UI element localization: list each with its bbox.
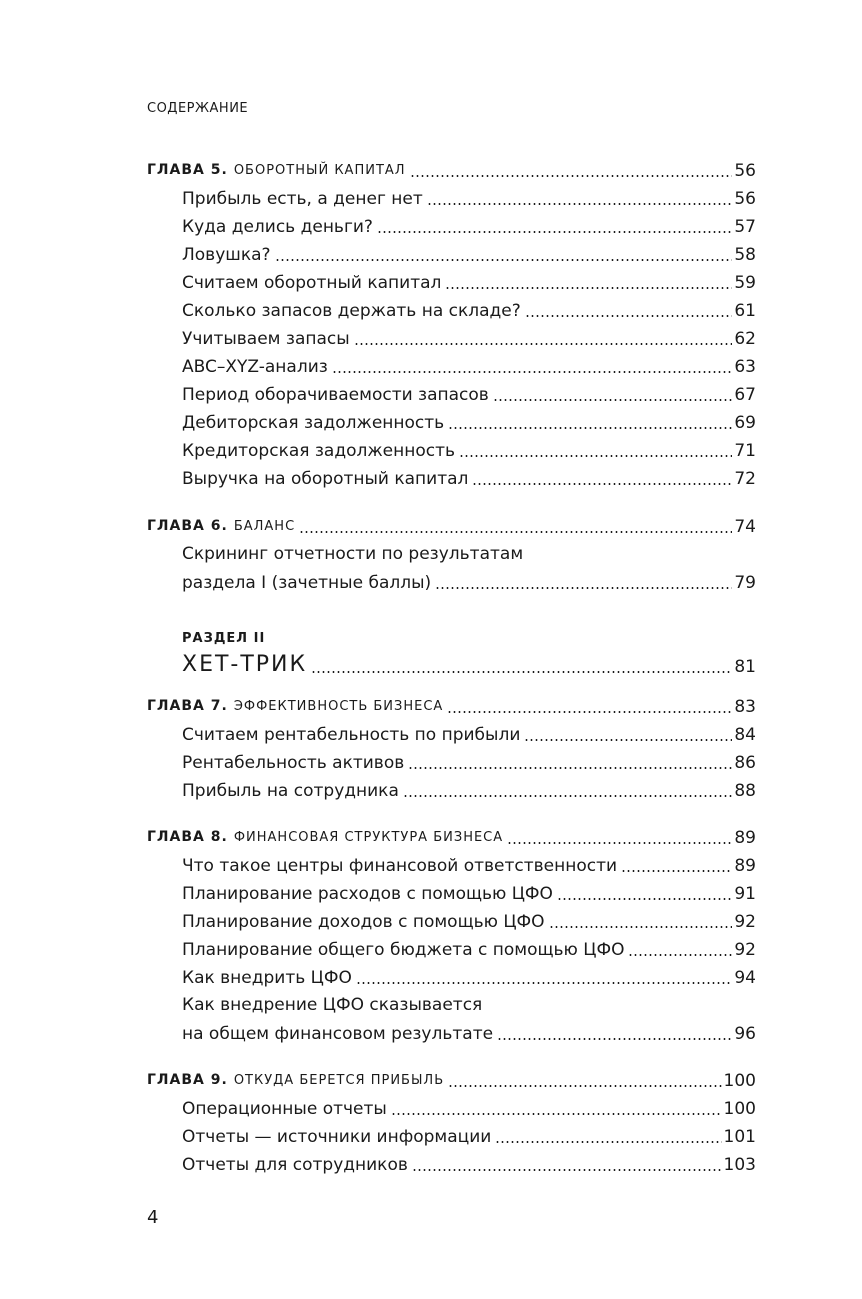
page-ref: 100 <box>723 1071 756 1091</box>
leader-dots <box>495 1141 721 1143</box>
page-ref: 74 <box>734 517 756 537</box>
entry-title: Прибыль на сотрудника <box>182 781 399 801</box>
toc-entry[interactable] <box>182 436 756 462</box>
page-ref: 92 <box>734 912 756 932</box>
leader-dots <box>448 427 732 429</box>
leader-dots <box>557 898 732 900</box>
page-ref: 89 <box>734 828 756 848</box>
chapter-name: ОБОРОТНЫЙ КАПИТАЛ <box>233 163 406 178</box>
toc-entry[interactable] <box>182 268 756 294</box>
chapter-label: ГЛАВА 8. <box>147 829 228 845</box>
entry-title: Ловушка? <box>182 245 271 265</box>
toc-entry[interactable] <box>182 851 756 877</box>
leader-dots <box>493 399 733 401</box>
page-ref: 79 <box>734 573 756 593</box>
toc-entry[interactable] <box>182 935 756 961</box>
toc-chapter-5[interactable] <box>147 156 756 182</box>
leader-dots <box>408 767 732 769</box>
entry-title: Как внедрить ЦФО <box>182 968 352 988</box>
page-ref: 56 <box>734 189 756 209</box>
leader-dots <box>377 231 732 233</box>
toc-entry[interactable] <box>182 212 756 238</box>
toc-entry[interactable] <box>182 907 756 933</box>
toc-entry[interactable] <box>182 568 756 594</box>
chapter-name: ЭФФЕКТИВНОСТЬ БИЗНЕСА <box>233 699 444 714</box>
entry-title: Куда делись деньги? <box>182 217 373 237</box>
entry-title-line2: на общем финансовом результате <box>182 1024 494 1044</box>
page-ref: 92 <box>734 940 756 960</box>
toc-entry[interactable] <box>182 296 756 322</box>
entry-title-line1: Как внедрение ЦФО сказывается <box>182 995 483 1015</box>
chapter-label: ГЛАВА 9. <box>147 1072 228 1088</box>
leader-dots <box>507 842 732 844</box>
leader-dots <box>445 287 732 289</box>
entry-title: Планирование доходов с помощью ЦФО <box>182 912 545 932</box>
page-ref: 101 <box>723 1127 756 1147</box>
leader-dots <box>412 1169 722 1171</box>
page-number: 4 <box>147 1207 159 1228</box>
page-ref: 69 <box>734 413 756 433</box>
entry-title: Считаем рентабельность по прибыли <box>182 725 521 745</box>
chapter-name: ОТКУДА БЕРЕТСЯ ПРИБЫЛЬ <box>233 1073 445 1088</box>
section-label: РАЗДЕЛ II <box>182 631 266 646</box>
page-ref: 62 <box>734 329 756 349</box>
toc-entry[interactable] <box>182 324 756 350</box>
leader-dots <box>472 483 732 485</box>
entry-title: Планирование общего бюджета с помощью ЦФО <box>182 940 625 960</box>
page-ref: 96 <box>734 1024 756 1044</box>
toc-entry[interactable] <box>182 963 756 989</box>
entry-title: Сколько запасов держать на складе? <box>182 301 521 321</box>
chapter-name: ФИНАНСОВАЯ СТРУКТУРА БИЗНЕСА <box>233 830 504 845</box>
toc-entry[interactable] <box>182 1019 756 1045</box>
toc-chapter-7[interactable] <box>147 692 756 718</box>
page-ref: 89 <box>734 856 756 876</box>
toc-entry[interactable] <box>182 879 756 905</box>
leader-dots <box>391 1113 722 1115</box>
entry-title: Кредиторская задолженность <box>182 441 456 461</box>
leader-dots <box>435 587 732 589</box>
entry-title-line2: раздела I (зачетные баллы) <box>182 573 432 593</box>
leader-dots <box>447 711 732 713</box>
page-ref: 67 <box>734 385 756 405</box>
entry-title: Отчеты — источники информации <box>182 1127 492 1147</box>
toc-chapter-8[interactable] <box>147 823 756 849</box>
leader-dots <box>354 343 733 345</box>
toc-entry[interactable] <box>182 1150 756 1176</box>
leader-dots <box>628 954 732 956</box>
page-ref: 58 <box>734 245 756 265</box>
entry-title: Период оборачиваемости запасов <box>182 385 489 405</box>
leader-dots <box>549 926 733 928</box>
leader-dots <box>311 671 732 673</box>
toc-entry[interactable] <box>182 380 756 406</box>
leader-dots <box>497 1038 732 1040</box>
toc-chapter-9[interactable] <box>147 1066 756 1092</box>
leader-dots <box>410 175 733 177</box>
chapter-label: ГЛАВА 5. <box>147 162 228 178</box>
leader-dots <box>524 739 732 741</box>
entry-title: Считаем оборотный капитал <box>182 273 442 293</box>
page-ref: 88 <box>734 781 756 801</box>
leader-dots <box>459 455 732 457</box>
page-ref: 71 <box>734 441 756 461</box>
entry-title: Прибыль есть, а денег нет <box>182 189 423 209</box>
leader-dots <box>621 870 732 872</box>
page-ref: 100 <box>723 1099 756 1119</box>
leader-dots <box>299 531 732 533</box>
leader-dots <box>332 371 733 373</box>
entry-title: Что такое центры финансовой ответственности <box>182 856 618 876</box>
toc-entry[interactable] <box>182 240 756 266</box>
leader-dots <box>275 259 733 261</box>
toc-entry[interactable] <box>182 1094 756 1120</box>
chapter-label: ГЛАВА 7. <box>147 698 228 714</box>
toc-entry[interactable] <box>182 352 756 378</box>
chapter-label: ГЛАВА 6. <box>147 518 228 534</box>
leader-dots <box>403 795 733 797</box>
page-ref: 57 <box>734 217 756 237</box>
entry-title: Учитываем запасы <box>182 329 350 349</box>
entry-title-line1: Скрининг отчетности по результатам <box>182 544 524 564</box>
page-ref: 103 <box>723 1155 756 1175</box>
entry-title: Планирование расходов с помощью ЦФО <box>182 884 553 904</box>
page-ref: 83 <box>734 697 756 717</box>
section-name: ХЕТ-ТРИК <box>182 652 308 677</box>
toc-entry[interactable] <box>182 464 756 490</box>
entry-title: Выручка на оборотный капитал <box>182 469 469 489</box>
page-ref: 86 <box>734 753 756 773</box>
toc-entry[interactable] <box>182 1122 756 1148</box>
entry-title: Операционные отчеты <box>182 1099 387 1119</box>
page-ref: 61 <box>734 301 756 321</box>
entry-title: Дебиторская задолженность <box>182 413 445 433</box>
toc-entry[interactable] <box>182 184 756 210</box>
leader-dots <box>525 315 733 317</box>
entry-title: Рентабельность активов <box>182 753 405 773</box>
running-head: СОДЕРЖАНИЕ <box>147 101 249 116</box>
toc-entry[interactable] <box>182 408 756 434</box>
toc-chapter-6[interactable] <box>147 512 756 538</box>
leader-dots <box>448 1085 721 1087</box>
entry-title: Отчеты для сотрудников <box>182 1155 408 1175</box>
chapter-name: БАЛАНС <box>233 519 296 534</box>
entry-title: ABC–XYZ-анализ <box>182 357 328 377</box>
toc-entry[interactable] <box>182 720 756 746</box>
page-ref: 84 <box>734 725 756 745</box>
page-ref: 63 <box>734 357 756 377</box>
page-ref: 56 <box>734 161 756 181</box>
leader-dots <box>356 982 732 984</box>
toc-entry[interactable] <box>182 748 756 774</box>
page-ref: 94 <box>734 968 756 988</box>
page-ref: 72 <box>734 469 756 489</box>
page-ref: 59 <box>734 273 756 293</box>
toc-entry[interactable] <box>182 776 756 802</box>
toc-section-2[interactable] <box>182 648 756 678</box>
page-ref: 91 <box>734 884 756 904</box>
page-ref: 81 <box>734 657 756 677</box>
leader-dots <box>427 203 733 205</box>
